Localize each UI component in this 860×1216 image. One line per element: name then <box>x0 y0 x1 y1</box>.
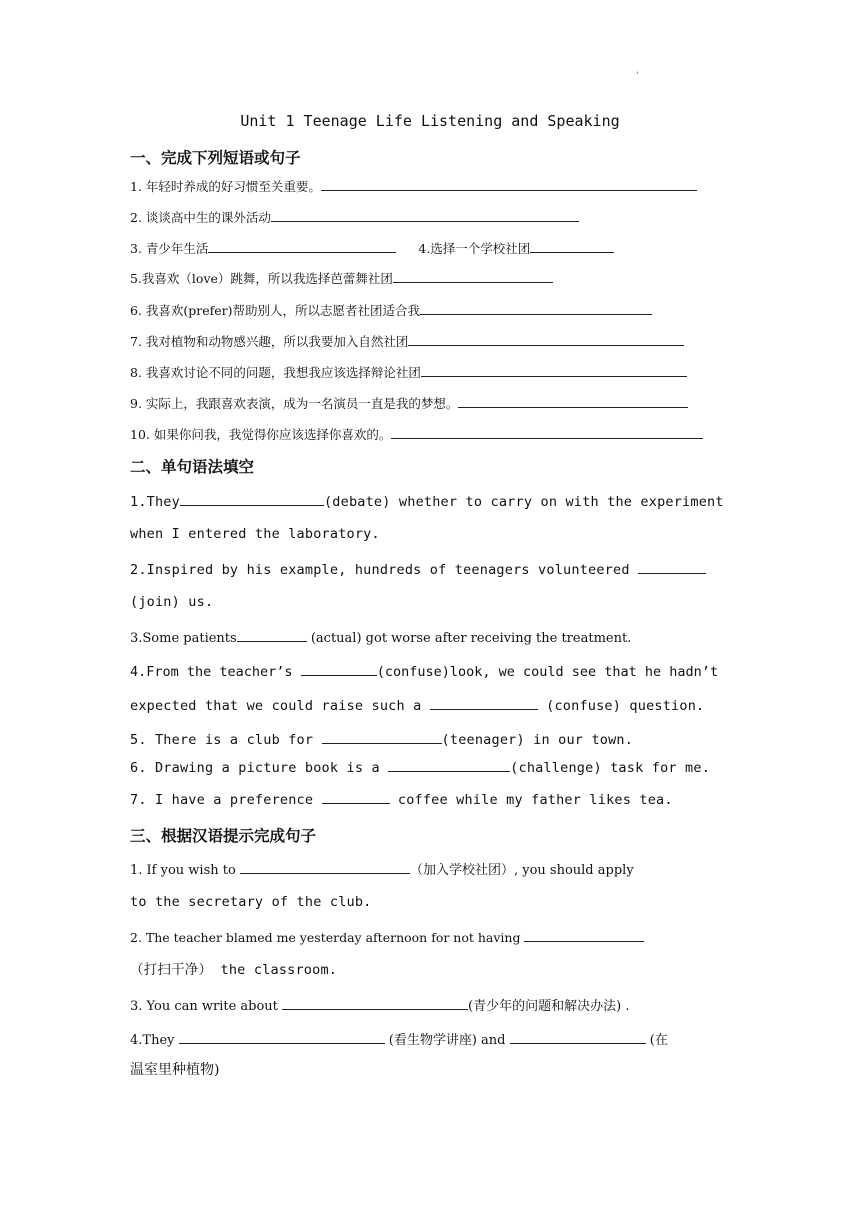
answer-blank[interactable] <box>524 926 644 942</box>
list-item: 7. 我对植物和动物感兴趣，所以我要加入自然社团 <box>130 331 684 351</box>
answer-blank[interactable] <box>638 558 706 574</box>
list-item: 6. Drawing a picture book is a (challenge) task for me. <box>130 756 710 778</box>
answer-blank[interactable] <box>179 1028 385 1044</box>
answer-blank[interactable] <box>408 331 684 346</box>
list-item: 7. I have a preference coffee while my father likes tea. <box>130 788 673 810</box>
answer-blank[interactable] <box>322 728 442 744</box>
list-item: (join) us. <box>130 594 214 610</box>
list-item: to the secretary of the club. <box>130 894 372 910</box>
section-heading-1: 一、完成下列短语或句子 <box>130 149 301 167</box>
answer-blank[interactable] <box>388 756 510 772</box>
answer-blank[interactable] <box>420 300 652 315</box>
section-heading-3: 三、根据汉语提示完成句子 <box>130 827 317 845</box>
list-item: 1. If you wish to （加入学校社团）, you should apply <box>130 858 634 881</box>
list-item: 10. 如果你问我，我觉得你应该选择你喜欢的。 <box>130 424 703 444</box>
answer-blank[interactable] <box>322 788 390 804</box>
answer-blank[interactable] <box>208 238 396 253</box>
list-item: 5.我喜欢（love）跳舞，所以我选择芭蕾舞社团 <box>130 268 553 288</box>
list-item: 5. There is a club for (teenager) in our town. <box>130 728 633 750</box>
answer-blank[interactable] <box>510 1028 646 1044</box>
header-mark: ' <box>636 71 639 81</box>
list-item: when I entered the laboratory. <box>130 526 380 542</box>
answer-blank[interactable] <box>430 694 538 710</box>
answer-blank[interactable] <box>282 994 468 1010</box>
list-item: 3. You can write about (青少年的问题和解决办法) . <box>130 994 629 1017</box>
answer-blank[interactable] <box>271 207 579 222</box>
list-item: 6. 我喜欢(prefer)帮助别人，所以志愿者社团适合我 <box>130 300 652 320</box>
list-item: 8. 我喜欢讨论不同的问题，我想我应该选择辩论社团 <box>130 362 687 382</box>
page-title: Unit 1 Teenage Life Listening and Speaking <box>240 112 620 130</box>
answer-blank[interactable] <box>391 424 703 439</box>
answer-blank[interactable] <box>240 858 410 874</box>
list-item: 3. 青少年生活 4.选择一个学校社团 <box>130 238 614 258</box>
list-item: 2. 谈谈高中生的课外活动 <box>130 207 579 227</box>
list-item: 9. 实际上，我跟喜欢表演，成为一名演员一直是我的梦想。 <box>130 393 688 413</box>
list-item: 4.They (看生物学讲座) and (在 <box>130 1028 668 1051</box>
answer-blank[interactable] <box>301 660 377 676</box>
list-item: （打扫干净） the classroom. <box>130 962 338 978</box>
list-item: 2.Inspired by his example, hundreds of teenagers volunteered <box>130 558 706 580</box>
list-item: 3.Some patients (actual) got worse after receiving the treatment. <box>130 626 631 649</box>
answer-blank[interactable] <box>458 393 688 408</box>
answer-blank[interactable] <box>180 490 324 506</box>
list-item: 1. 年轻时养成的好习惯至关重要。 <box>130 176 697 196</box>
list-item: 2. The teacher blamed me yesterday afternoon for not having <box>130 926 644 948</box>
answer-blank[interactable] <box>321 176 697 191</box>
list-item: 4.From the teacher’s (confuse)look, we could see that he hadn’t <box>130 660 718 682</box>
answer-blank[interactable] <box>421 362 687 377</box>
list-item: 温室里种植物) <box>130 1062 220 1078</box>
list-item: 1.They (debate) whether to carry on with the experiment <box>130 490 724 512</box>
list-item: expected that we could raise such a (confuse) question. <box>130 694 704 716</box>
section-heading-2: 二、单句语法填空 <box>130 458 255 476</box>
answer-blank[interactable] <box>237 626 307 642</box>
answer-blank[interactable] <box>530 238 614 253</box>
answer-blank[interactable] <box>393 268 553 283</box>
